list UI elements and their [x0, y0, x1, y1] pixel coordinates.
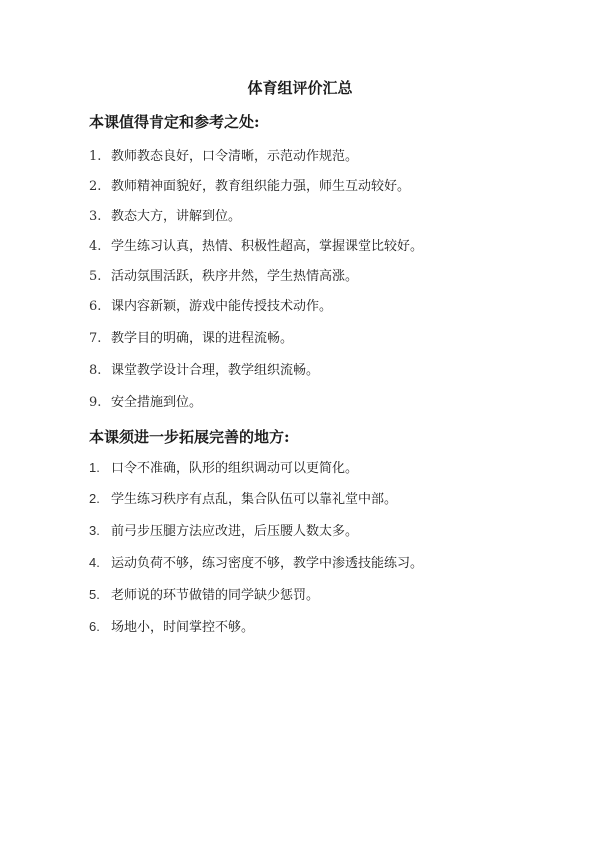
list-item: [89, 298, 332, 316]
list-item-text: 运动负荷不够，练习密度不够，教学中渗透技能练习。: [111, 556, 424, 571]
document-title: 体育组评价汇总: [247, 79, 353, 97]
list-item-number: 2.: [89, 491, 100, 506]
list-item-text: 课内容新颖，游戏中能传授技术动作。: [111, 299, 333, 314]
list-item: [89, 586, 319, 605]
list-item-text: 口令不准确，队形的组织调动可以更简化。: [111, 461, 359, 476]
list-item-number: 3.: [89, 209, 102, 224]
list-item-number: 4.: [89, 239, 102, 254]
list-item-number: 1.: [89, 460, 100, 475]
list-item: [89, 490, 397, 509]
list-item-text: 老师说的环节做错的同学缺少惩罚。: [111, 588, 320, 603]
list-item-text: 学生练习认真，热情、积极性超高，掌握课堂比较好。: [111, 239, 424, 254]
list-item-number: 8.: [89, 363, 102, 378]
list-item-text: 学生练习秩序有点乱，集合队伍可以靠礼堂中部。: [111, 492, 398, 507]
list-item: [89, 238, 423, 256]
list-item: [89, 618, 254, 637]
list-item: [89, 554, 423, 573]
list-item-text: 教态大方，讲解到位。: [111, 209, 242, 224]
list-item-text: 教师教态良好，口令清晰，示范动作规范。: [111, 149, 359, 164]
list-item-text: 教学目的明确，课的进程流畅。: [111, 331, 294, 346]
list-item-text: 教师精神面貌好，教育组织能力强，师生互动较好。: [111, 179, 411, 194]
list-item-number: 9.: [89, 395, 102, 410]
list-item: [89, 362, 319, 380]
list-item-number: 3.: [89, 523, 100, 538]
list-item-number: 4.: [89, 555, 100, 570]
list-item: [89, 522, 358, 541]
list-item: [89, 394, 202, 412]
list-item-number: 5.: [89, 587, 100, 602]
list-item-number: 7.: [89, 331, 102, 346]
list-item: [89, 148, 358, 166]
list-item: [89, 459, 358, 478]
list-item-number: 5.: [89, 269, 102, 284]
list-item-text: 场地小，时间掌控不够。: [111, 620, 255, 635]
list-item-text: 安全措施到位。: [111, 395, 203, 410]
list-item: [89, 208, 241, 226]
list-item-number: 6.: [89, 299, 102, 314]
list-item-number: 2.: [89, 179, 102, 194]
list-item: [89, 268, 358, 286]
section-heading-improvements: 本课须进一步拓展完善的地方:: [89, 428, 290, 446]
list-item-text: 课堂教学设计合理，教学组织流畅。: [111, 363, 320, 378]
list-item-number: 1.: [89, 149, 102, 164]
list-item-number: 6.: [89, 619, 100, 634]
list-item-text: 前弓步压腿方法应改进，后压腰人数太多。: [111, 524, 359, 539]
section-heading-strengths: 本课值得肯定和参考之处:: [89, 113, 260, 131]
list-item-text: 活动氛围活跃，秩序井然，学生热情高涨。: [111, 269, 359, 284]
list-item: [89, 178, 410, 196]
list-item: [89, 330, 293, 348]
